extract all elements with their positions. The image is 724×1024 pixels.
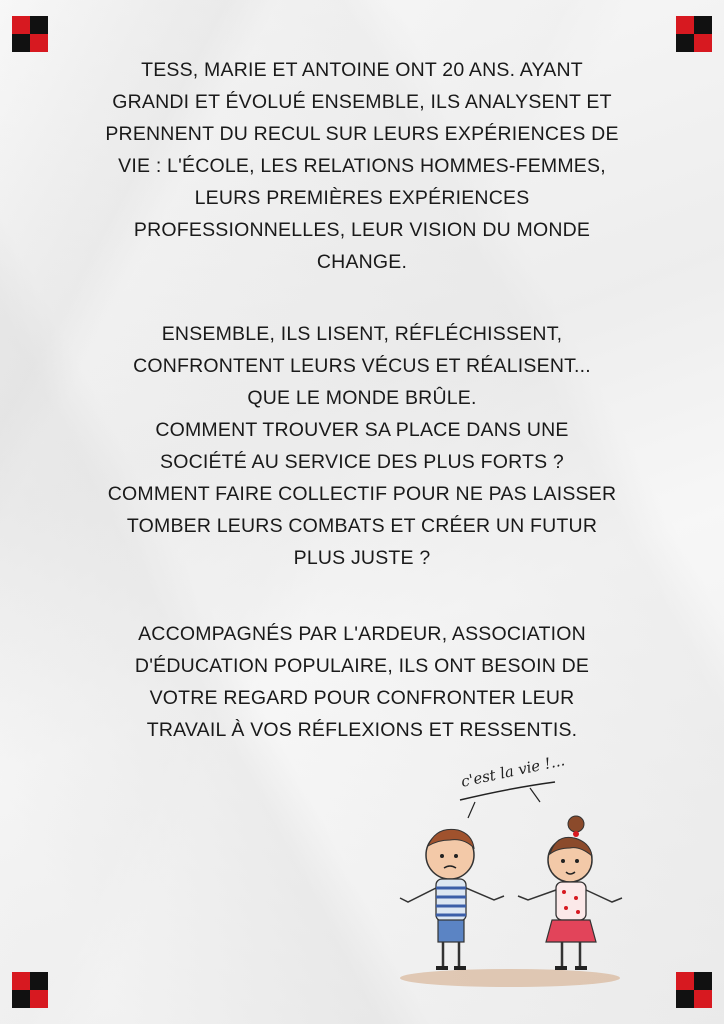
corner-checker-bottom-left: [12, 972, 48, 1008]
paragraph-association: [70, 618, 654, 746]
kids-illustration: [380, 760, 640, 990]
text-line: PLUS JUSTE ?: [293, 547, 431, 569]
corner-checker-bottom-right: [676, 972, 712, 1008]
text-line: SOCIÉTÉ AU SERVICE DES PLUS FORTS ?: [160, 451, 564, 473]
text-line: TESS, MARIE ET ANTOINE ONT 20 ANS. AYANT: [141, 59, 583, 81]
text-line: D'ÉDUCATION POPULAIRE, ILS ONT BESOIN DE: [134, 655, 590, 677]
text-line: PROFESSIONNELLES, LEUR VISION DU MONDE: [133, 219, 591, 241]
text-line: VIE : L'ÉCOLE, LES RELATIONS HOMMES-FEMMES,: [118, 155, 606, 177]
paragraph-intro: [70, 54, 654, 278]
text-line: PRENNENT DU RECUL SUR LEURS EXPÉRIENCES DE: [105, 123, 619, 145]
corner-checker-top-right: [676, 16, 712, 52]
text-line: TOMBER LEURS COMBATS ET CRÉER UN FUTUR: [126, 515, 598, 537]
corner-checker-top-left: [12, 16, 48, 52]
text-line: CHANGE.: [316, 251, 408, 273]
text-line: COMMENT TROUVER SA PLACE DANS UNE: [155, 419, 569, 441]
text-line: TRAVAIL À VOS RÉFLEXIONS ET RESSENTIS.: [146, 719, 578, 741]
text-line: COMMENT FAIRE COLLECTIF POUR NE PAS LAISSER: [107, 483, 617, 505]
paragraph-questions: [70, 318, 654, 574]
text-line: VOTRE REGARD POUR CONFRONTER LEUR: [149, 687, 575, 709]
text-line: GRANDI ET ÉVOLUÉ ENSEMBLE, ILS ANALYSENT ET: [112, 91, 612, 113]
speech-text: c'est la vie !...: [459, 751, 567, 791]
text-line: CONFRONTENT LEURS VÉCUS ET RÉALISENT...: [133, 355, 591, 377]
text-line: ENSEMBLE, ILS LISENT, RÉFLÉCHISSENT,: [161, 323, 563, 345]
text-line: ACCOMPAGNÉS PAR L'ARDEUR, ASSOCIATION: [138, 623, 586, 645]
girl-figure: [518, 816, 622, 968]
boy-figure: [400, 829, 504, 968]
text-line: QUE LE MONDE BRÛLE.: [247, 387, 477, 409]
text-line: LEURS PREMIÈRES EXPÉRIENCES: [194, 187, 530, 209]
